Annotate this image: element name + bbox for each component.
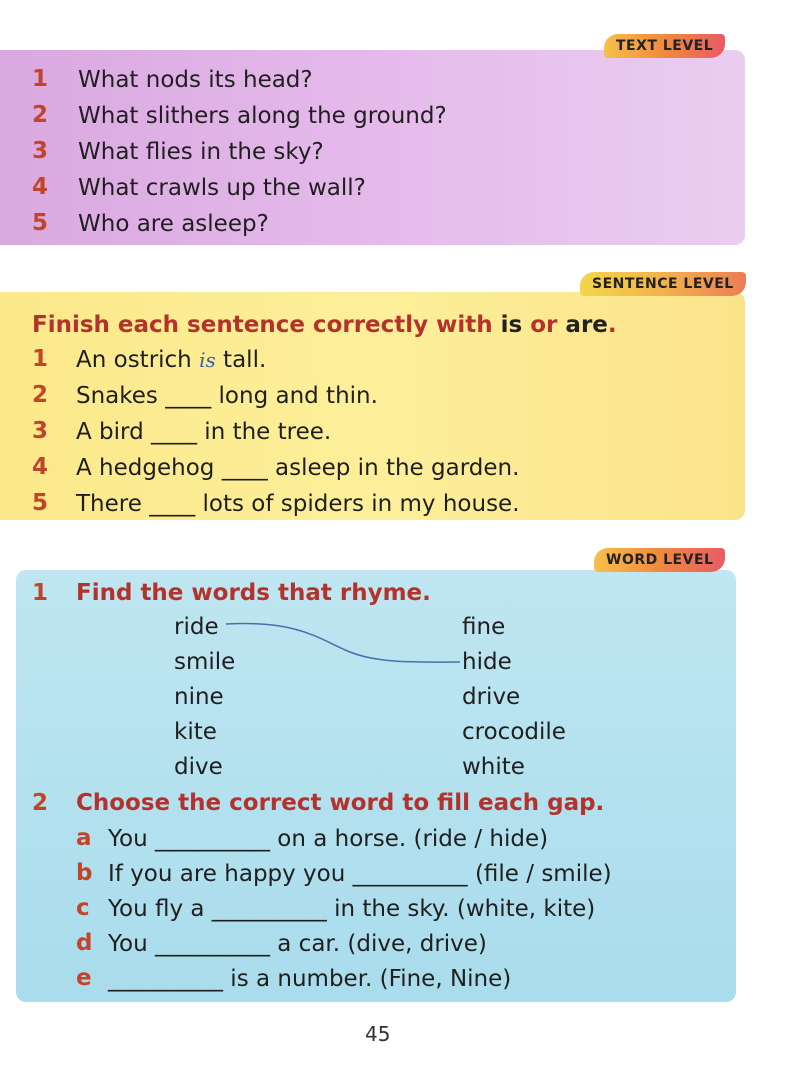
task-number: 2	[32, 790, 49, 816]
question-text: What flies in the sky?	[78, 139, 324, 165]
item-number: 5	[32, 490, 49, 516]
item-number: 1	[32, 346, 49, 372]
question-number: 1	[32, 66, 49, 92]
page-number: 45	[365, 1022, 391, 1046]
question-text: What crawls up the wall?	[78, 175, 366, 201]
word-level-tag: WORD LEVEL	[594, 548, 725, 572]
task2-instruction: Choose the correct word to fill each gap.	[76, 790, 605, 816]
task-number: 1	[32, 580, 49, 606]
item-number: 2	[32, 382, 49, 408]
sentence-item: A hedgehog ____ asleep in the garden.	[76, 455, 520, 481]
item-letter: a	[76, 825, 92, 851]
rhyme-word: fine	[462, 614, 506, 640]
question-text: What nods its head?	[78, 67, 313, 93]
rhyme-word: crocodile	[462, 719, 566, 745]
rhyme-word: hide	[462, 649, 512, 675]
gap-sentence: You __________ on a horse. (ride / hide)	[108, 826, 549, 852]
sentence-level-tag: SENTENCE LEVEL	[580, 272, 746, 296]
sentence-item: An ostrich is tall.	[76, 347, 267, 373]
item-number: 4	[32, 454, 49, 480]
task1-instruction: Find the words that rhyme.	[76, 580, 431, 606]
rhyme-word: smile	[174, 649, 236, 675]
question-text: Who are asleep?	[78, 211, 269, 237]
item-number: 3	[32, 418, 49, 444]
gap-sentence: If you are happy you __________ (file / smile)	[108, 861, 612, 887]
rhyme-word: dive	[174, 754, 223, 780]
question-text: What slithers along the ground?	[78, 103, 447, 129]
question-number: 4	[32, 174, 49, 200]
handwritten-answer: is	[199, 348, 216, 372]
item-letter: e	[76, 965, 92, 991]
gap-sentence: You fly a __________ in the sky. (white, kite)	[108, 896, 596, 922]
gap-sentence: You __________ a car. (dive, drive)	[108, 931, 487, 957]
rhyme-word: ride	[174, 614, 219, 640]
rhyme-word: kite	[174, 719, 217, 745]
sentence-item: There ____ lots of spiders in my house.	[76, 491, 520, 517]
sentence-item: Snakes ____ long and thin.	[76, 383, 378, 409]
item-letter: c	[76, 895, 90, 921]
rhyme-word: drive	[462, 684, 521, 710]
rhyme-word: nine	[174, 684, 224, 710]
question-number: 2	[32, 102, 49, 128]
gap-sentence: __________ is a number. (Fine, Nine)	[108, 966, 512, 992]
question-number: 3	[32, 138, 49, 164]
text-level-tag: TEXT LEVEL	[604, 34, 725, 58]
question-number: 5	[32, 210, 49, 236]
sentence-item: A bird ____ in the tree.	[76, 419, 332, 445]
item-letter: d	[76, 930, 93, 956]
sentence-level-instruction: Finish each sentence correctly with is or are.	[32, 312, 617, 338]
item-letter: b	[76, 860, 93, 886]
rhyme-word: white	[462, 754, 525, 780]
